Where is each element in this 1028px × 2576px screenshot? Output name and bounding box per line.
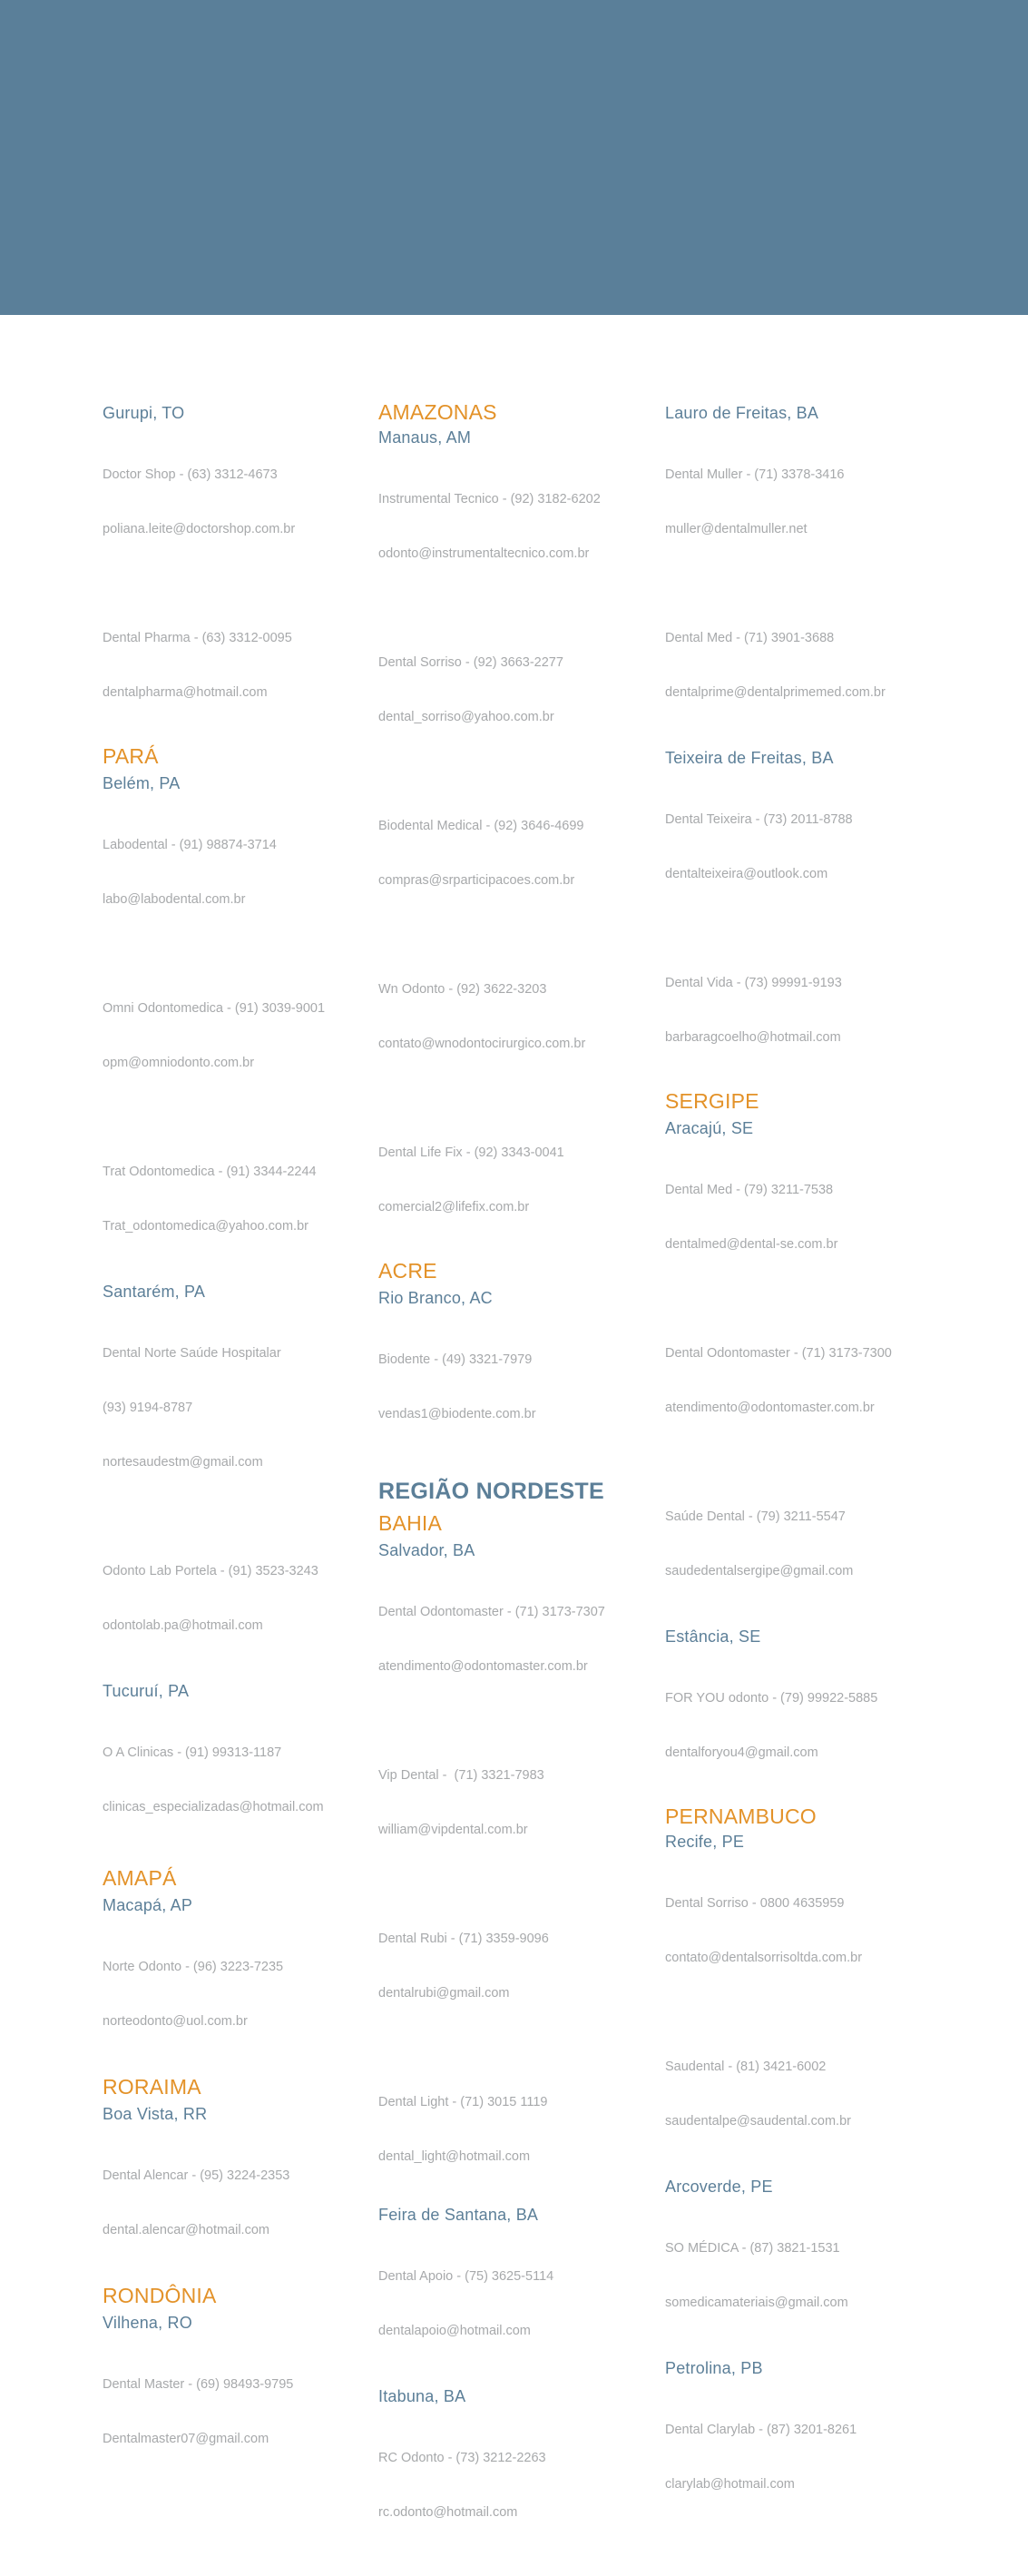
dealer-phone: (93) 9194-8787 bbox=[103, 1401, 193, 1415]
dealer-entry bbox=[378, 2057, 641, 2202]
dealer-entry bbox=[378, 1730, 641, 1875]
dealer-email: nortesaudestm@gmail.com bbox=[103, 1455, 263, 1470]
dealer-entry bbox=[103, 2130, 366, 2276]
dealer-email: Dentalmaster07@gmail.com bbox=[103, 2432, 269, 2446]
header-banner bbox=[0, 0, 1028, 315]
state-heading: RONDÔNIA bbox=[103, 2284, 217, 2307]
dealer-name-phone: Trat Odontomedica - (91) 3344-2244 bbox=[103, 1165, 317, 1179]
dealer-entry bbox=[378, 944, 641, 1089]
dealer-email: dentalteixeira@outlook.com bbox=[665, 867, 828, 881]
dealer-name-phone: Dental Med - (79) 3211-7538 bbox=[665, 1183, 834, 1197]
dealer-entry bbox=[103, 963, 366, 1108]
city-heading: Manaus, AM bbox=[378, 428, 472, 447]
dealer-email: saudentalpe@saudental.com.br bbox=[665, 2114, 851, 2129]
city-heading: Rio Branco, AC bbox=[378, 1289, 493, 1307]
column-2 bbox=[378, 399, 641, 2576]
dealer-email: dentalforyou4@gmail.com bbox=[665, 1745, 818, 1760]
dealer-name-phone: Wn Odonto - (92) 3622-3203 bbox=[378, 982, 547, 997]
dealer-email: clinicas_especializadas@hotmail.com bbox=[103, 1800, 324, 1814]
dealer-name-phone: Omni Odontomedica - (91) 3039-9001 bbox=[103, 1001, 326, 1016]
dealer-entry bbox=[103, 593, 366, 738]
dealer-entry bbox=[103, 1526, 366, 1671]
dealer-email: dental_sorriso@yahoo.com.br bbox=[378, 710, 554, 724]
state-heading: AMAPÁ bbox=[103, 1866, 177, 1890]
dealer-entry bbox=[103, 800, 366, 945]
city-heading: Vilhena, RO bbox=[103, 2314, 192, 2332]
dealer-name-phone: Dental Teixeira - (73) 2011-8788 bbox=[665, 812, 853, 827]
city-heading: Belém, PA bbox=[103, 774, 181, 792]
dealer-entry bbox=[665, 2021, 928, 2167]
dealer-entry bbox=[665, 593, 928, 738]
dealer-name-phone: Dental Alencar - (95) 3224-2353 bbox=[103, 2168, 290, 2183]
dealer-email: labo@labodental.com.br bbox=[103, 892, 246, 907]
dealer-entry bbox=[103, 1126, 366, 1272]
dealer-email: vendas1@biodente.com.br bbox=[378, 1407, 536, 1421]
dealer-entry bbox=[103, 1707, 366, 1853]
dealer-name-phone: Dental Med - (71) 3901-3688 bbox=[665, 631, 835, 645]
dealer-name-phone: Saúde Dental - (79) 3211-5547 bbox=[665, 1509, 846, 1524]
state-heading: ACRE bbox=[378, 1259, 437, 1283]
city-heading: Itabuna, BA bbox=[378, 2387, 466, 2405]
dealer-name-phone: Dental Apoio - (75) 3625-5114 bbox=[378, 2269, 554, 2284]
dealer-name-phone: Labodental - (91) 98874-3714 bbox=[103, 838, 277, 852]
dealer-name-phone: Dental Life Fix - (92) 3343-0041 bbox=[378, 1145, 564, 1160]
dealer-entry bbox=[665, 1471, 928, 1617]
dealer-entry bbox=[378, 781, 641, 926]
city-heading: Arcoverde, PE bbox=[665, 2178, 773, 2196]
dealer-name-phone: Biodente - (49) 3321-7979 bbox=[378, 1352, 533, 1367]
dealer-entry bbox=[378, 1893, 641, 2039]
dealer-email: clarylab@hotmail.com bbox=[665, 2477, 795, 2492]
dealer-email: poliana.leite@doctorshop.com.br bbox=[103, 522, 296, 536]
dealer-name-phone: Dental Sorriso - 0800 4635959 bbox=[665, 1896, 845, 1911]
dealer-name-phone: Dental Odontomaster - (71) 3173-7300 bbox=[665, 1346, 892, 1361]
city-heading: Macapá, AP bbox=[103, 1896, 193, 1914]
city-heading: Aracajú, SE bbox=[665, 1119, 754, 1137]
dealer-email: odontolab.pa@hotmail.com bbox=[103, 1618, 263, 1633]
city-heading: Lauro de Freitas, BA bbox=[665, 404, 819, 422]
dealer-email: dentalrubi@gmail.com bbox=[378, 1986, 510, 2001]
dealer-name-phone: Norte Odonto - (96) 3223-7235 bbox=[103, 1960, 284, 1974]
dealer-name-phone: Dental Clarylab - (87) 3201-8261 bbox=[665, 2423, 857, 2437]
dealer-name-phone: RC Odonto - (73) 3212-2263 bbox=[378, 2451, 546, 2465]
dealer-email: barbaragcoelho@hotmail.com bbox=[665, 1030, 841, 1045]
region-heading: REGIÃO NORDESTE bbox=[378, 1479, 604, 1504]
dealer-entry bbox=[103, 1922, 366, 2067]
dealer-entry bbox=[378, 454, 641, 599]
dealer-entry bbox=[378, 617, 641, 762]
dealer-email: rc.odonto@hotmail.com bbox=[378, 2505, 518, 2520]
dealer-entry bbox=[665, 1145, 928, 1290]
dealer-email: opm@omniodonto.com.br bbox=[103, 1056, 255, 1070]
city-heading: Feira de Santana, BA bbox=[378, 2206, 539, 2224]
dealer-email: atendimento@odontomaster.com.br bbox=[378, 1659, 588, 1674]
dealer-email: dentalapoio@hotmail.com bbox=[378, 2324, 531, 2338]
dealer-name-phone: Dental Light - (71) 3015 1119 bbox=[378, 2095, 548, 2109]
city-heading: Gurupi, TO bbox=[103, 404, 185, 422]
city-heading: Santarém, PA bbox=[103, 1283, 206, 1301]
dealer-entry bbox=[665, 429, 928, 575]
dealer-email: odonto@instrumentaltecnico.com.br bbox=[378, 546, 590, 561]
dealer-email: contato@dentalsorrisoltda.com.br bbox=[665, 1951, 863, 1965]
city-heading: Boa Vista, RR bbox=[103, 2105, 208, 2123]
dealer-email: Trat_odontomedica@yahoo.com.br bbox=[103, 1219, 308, 1234]
city-heading: Recife, PE bbox=[665, 1833, 745, 1851]
dealer-email: dental.alencar@hotmail.com bbox=[103, 2223, 269, 2237]
dealer-email: saudedentalsergipe@gmail.com bbox=[665, 1564, 854, 1578]
dealer-entry bbox=[103, 2339, 366, 2484]
dealer-name-phone: Dental Odontomaster - (71) 3173-7307 bbox=[378, 1605, 605, 1619]
dealer-name-phone: SO MÉDICA - (87) 3821-1531 bbox=[665, 2241, 840, 2256]
dealer-email: dental_light@hotmail.com bbox=[378, 2149, 531, 2164]
dealer-email: norteodonto@uol.com.br bbox=[103, 2014, 248, 2029]
dealer-entry bbox=[103, 429, 366, 575]
dealer-email: dentalpharma@hotmail.com bbox=[103, 685, 268, 700]
dealer-entry bbox=[378, 2413, 641, 2558]
dealer-name-phone: O A Clinicas - (91) 99313-1187 bbox=[103, 1745, 282, 1760]
dealer-name-phone: Instrumental Tecnico - (92) 3182-6202 bbox=[378, 492, 601, 506]
city-heading: Salvador, BA bbox=[378, 1541, 475, 1559]
dealer-name-phone: Dental Sorriso - (92) 3663-2277 bbox=[378, 655, 563, 670]
dealer-entry bbox=[665, 1858, 928, 2003]
dealer-name-phone: Dental Vida - (73) 99991-9193 bbox=[665, 976, 842, 990]
dealer-entry bbox=[665, 938, 928, 1083]
dealer-entry bbox=[665, 1308, 928, 1453]
dealer-name-phone: Dental Master - (69) 98493-9795 bbox=[103, 2377, 294, 2392]
dealer-name-phone: Saudental - (81) 3421-6002 bbox=[665, 2060, 827, 2074]
dealer-name-phone: Odonto Lab Portela - (91) 3523-3243 bbox=[103, 1564, 318, 1578]
dealer-name-phone: Vip Dental - (71) 3321-7983 bbox=[378, 1768, 544, 1783]
dealer-name: Dental Norte Saúde Hospitalar bbox=[103, 1346, 281, 1361]
dealer-email: somedicamateriais@gmail.com bbox=[665, 2296, 848, 2310]
dealer-entry bbox=[665, 774, 928, 919]
dealer-name-phone: Dental Rubi - (71) 3359-9096 bbox=[378, 1932, 549, 1946]
city-heading: Petrolina, PB bbox=[665, 2359, 763, 2377]
dealer-email: comercial2@lifefix.com.br bbox=[378, 1200, 530, 1214]
city-heading: Teixeira de Freitas, BA bbox=[665, 749, 834, 767]
city-heading: Estância, SE bbox=[665, 1627, 761, 1646]
state-heading: BAHIA bbox=[378, 1511, 443, 1535]
state-heading: PARÁ bbox=[103, 744, 159, 768]
dealer-email: compras@srparticipacoes.com.br bbox=[378, 873, 575, 888]
dealer-entry bbox=[378, 1314, 641, 1460]
dealer-name-phone: Biodental Medical - (92) 3646-4699 bbox=[378, 819, 584, 833]
dealer-entry bbox=[665, 2384, 928, 2530]
dealer-entry bbox=[665, 1653, 928, 1798]
state-heading: SERGIPE bbox=[665, 1089, 759, 1113]
city-heading: Tucuruí, PA bbox=[103, 1682, 190, 1700]
dealer-email: dentalprime@dentalprimemed.com.br bbox=[665, 685, 886, 700]
dealer-entry bbox=[378, 1567, 641, 1712]
dealer-name-phone: Doctor Shop - (63) 3312-4673 bbox=[103, 467, 278, 482]
dealer-email: muller@dentalmuller.net bbox=[665, 522, 808, 536]
state-heading: AMAZONAS bbox=[378, 400, 497, 424]
dealer-email: atendimento@odontomaster.com.br bbox=[665, 1401, 875, 1415]
dealer-name-phone: FOR YOU odonto - (79) 99922-5885 bbox=[665, 1691, 878, 1706]
dealer-entry bbox=[665, 2203, 928, 2348]
dealer-entry bbox=[103, 1308, 366, 1508]
column-3 bbox=[665, 399, 928, 2548]
state-heading: PERNAMBUCO bbox=[665, 1804, 817, 1828]
dealer-entry bbox=[378, 1107, 641, 1253]
dealer-name-phone: Dental Muller - (71) 3378-3416 bbox=[665, 467, 845, 482]
state-heading: RORAIMA bbox=[103, 2075, 201, 2099]
column-1 bbox=[103, 399, 366, 2502]
dealer-email: dentalmed@dental-se.com.br bbox=[665, 1237, 838, 1252]
dealer-name-phone: Dental Pharma - (63) 3312-0095 bbox=[103, 631, 292, 645]
dealer-entry bbox=[378, 2231, 641, 2376]
dealer-email: william@vipdental.com.br bbox=[378, 1823, 528, 1837]
dealer-email: contato@wnodontocirurgico.com.br bbox=[378, 1037, 586, 1051]
